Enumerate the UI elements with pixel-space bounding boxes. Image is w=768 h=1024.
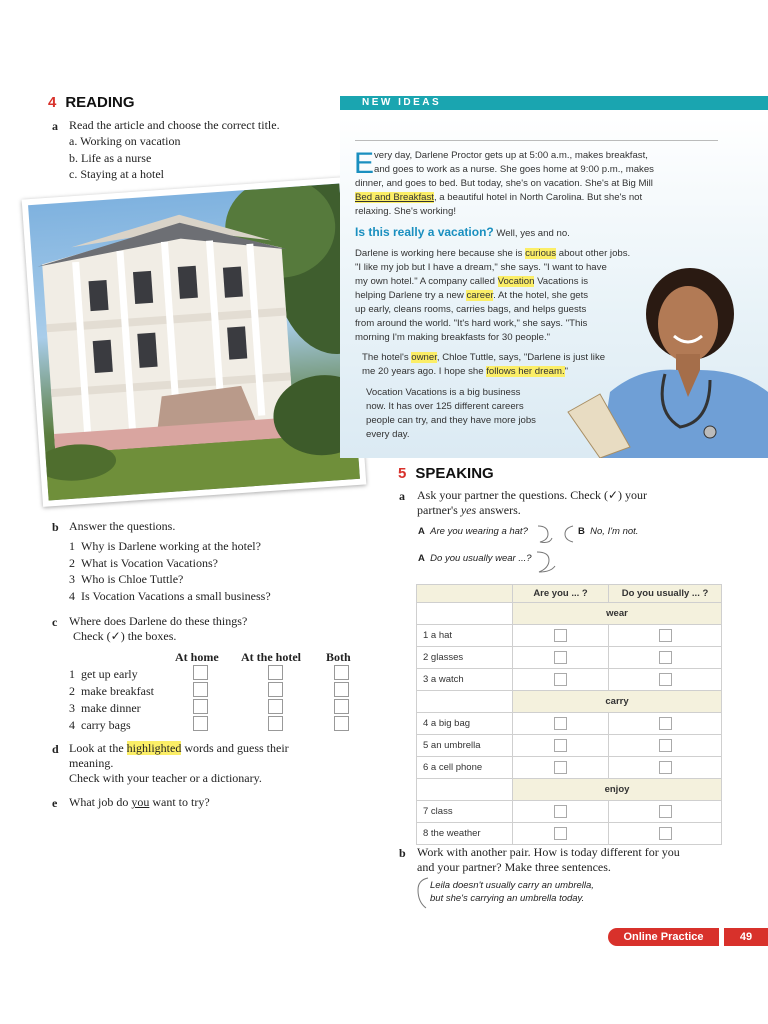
- list-item: 4 carry bags: [69, 718, 131, 732]
- list-item: 1 Why is Darlene working at the hotel?: [69, 539, 261, 553]
- checkbox-hotel-2[interactable]: [268, 682, 283, 697]
- drop-cap: E: [354, 147, 375, 180]
- column-header-at-hotel: At the hotel: [241, 650, 301, 664]
- page-number: 49: [724, 928, 768, 946]
- question-c-line2: Check (✓) the boxes.: [73, 629, 177, 643]
- online-practice-button[interactable]: Online Practice: [608, 928, 719, 946]
- table-row: 4 a big bag: [417, 713, 722, 735]
- category-row: wear: [513, 603, 722, 625]
- article-p1-line1: very day, Darlene Proctor gets up at 5:00 a.m., makes breakfast,: [374, 150, 648, 161]
- checkbox[interactable]: [659, 761, 672, 774]
- question-d-text: Look at the highlighted words and guess their meaning. Check with your teacher or a dictionary.: [69, 741, 289, 785]
- checkbox-hotel-3[interactable]: [268, 699, 283, 714]
- checkbox[interactable]: [554, 805, 567, 818]
- section-title: READING: [65, 94, 135, 111]
- checkbox[interactable]: [659, 673, 672, 686]
- question-e-text: What job do you want to try?: [69, 795, 210, 809]
- question-letter: b: [399, 846, 406, 860]
- checkbox-hotel-1[interactable]: [268, 665, 283, 680]
- article-p1-line4: Bed and Breakfast, a beautiful hotel in North Carolina. But she's not: [355, 192, 643, 203]
- checkbox[interactable]: [554, 629, 567, 642]
- table-row: 7 class: [417, 801, 722, 823]
- hotel-photo: [22, 177, 367, 507]
- speaking-a-instruction: Ask your partner the questions. Check (✓) your partner's yes answers.: [417, 488, 648, 517]
- example-line-3: A Do you usually wear ...?: [418, 553, 532, 564]
- checkbox[interactable]: [659, 651, 672, 664]
- list-item: 3 Who is Chloe Tuttle?: [69, 572, 184, 586]
- checkbox-both-2[interactable]: [334, 682, 349, 697]
- table-row: 6 a cell phone: [417, 757, 722, 779]
- speech-bubble-tail-icon: [536, 524, 566, 548]
- list-item: 4 Is Vocation Vacations a small business?: [69, 588, 271, 603]
- checkbox-home-2[interactable]: [193, 682, 208, 697]
- hotel-illustration: [28, 183, 360, 500]
- question-b-instruction: Answer the questions.: [69, 519, 176, 533]
- category-row: enjoy: [513, 779, 722, 801]
- list-item: 1 get up early: [69, 667, 138, 681]
- checkbox[interactable]: [659, 629, 672, 642]
- question-letter: b: [52, 520, 59, 534]
- highlighted-word: highlighted: [126, 741, 182, 755]
- title-options: [69, 133, 180, 183]
- checkbox[interactable]: [554, 739, 567, 752]
- divider: [355, 140, 718, 141]
- question-letter: c: [52, 615, 58, 629]
- checkbox-home-1[interactable]: [193, 665, 208, 680]
- checkbox[interactable]: [659, 805, 672, 818]
- list-item: 2 make breakfast: [69, 684, 154, 698]
- checkbox-home-4[interactable]: [193, 716, 208, 731]
- article-p4: Vocation Vacations is a big business now. It has over 125 different careers people can try, and they have more jobs every day.: [366, 387, 536, 440]
- activity-rows: [69, 666, 154, 734]
- example-line-2: B No, I'm not.: [578, 526, 639, 537]
- checkbox[interactable]: [554, 717, 567, 730]
- speech-bubble-tail-icon: [563, 524, 577, 548]
- speech-bubble-tail-icon: [414, 876, 430, 912]
- question-a-instruction: Read the article and choose the correct title.: [69, 118, 280, 132]
- table-header: Do you usually ... ?: [609, 585, 722, 603]
- table-row: 2 glasses: [417, 647, 722, 669]
- checkbox[interactable]: [554, 827, 567, 840]
- speech-bubble-tail-icon: [535, 550, 561, 576]
- checkbox[interactable]: [659, 827, 672, 840]
- article-p3: The hotel's owner, Chloe Tuttle, says, "Darlene is just like me 20 years ago. I hope she follows her dream.": [362, 352, 606, 377]
- question-letter: d: [52, 742, 59, 756]
- option-c: c. Staying at a hotel: [69, 167, 164, 181]
- question-c-line1: Where does Darlene do these things?: [69, 614, 248, 628]
- checkbox-both-3[interactable]: [334, 699, 349, 714]
- option-a: a. Working on vacation: [69, 134, 181, 148]
- checkbox[interactable]: [659, 717, 672, 730]
- speaking-heading: [398, 465, 494, 483]
- table-row: 5 an umbrella: [417, 735, 722, 757]
- category-row: carry: [513, 691, 722, 713]
- article-subheading: Is this really a vacation? Well, yes and no.: [355, 225, 570, 239]
- table-row: 1 a hat: [417, 625, 722, 647]
- article-p2: Darlene is working here because she is curious about other jobs. "I like my job but I have a dream," she says. "I want to have my own hotel." A company called Vocation Vacations is helping Darlene try a new career. At the hotel, she gets up early, cleans rooms, carries bags, and helps guests from around the world. "It's hard work," she says. "This morning I'm making breakfasts for 30 people.": [355, 248, 631, 343]
- article-p1-line2: and goes to work as a nurse. She goes home at 9:00 p.m., makes: [374, 164, 654, 175]
- article-p1-line5: relaxing. She's working!: [355, 206, 457, 217]
- table-row: 3 a watch: [417, 669, 722, 691]
- example-line-1: A Are you wearing a hat?: [418, 526, 528, 537]
- checkbox-both-1[interactable]: [334, 665, 349, 680]
- list-item: 2 What is Vocation Vacations?: [69, 555, 218, 570]
- column-header-at-home: At home: [175, 650, 219, 664]
- checkbox[interactable]: [554, 761, 567, 774]
- checkbox[interactable]: [659, 739, 672, 752]
- new-ideas-banner: NEW IDEAS: [340, 96, 768, 110]
- checkbox-hotel-4[interactable]: [268, 716, 283, 731]
- section-title: SPEAKING: [415, 465, 494, 482]
- section-number: 5: [398, 465, 407, 482]
- table-header: Are you ... ?: [513, 585, 609, 603]
- question-letter: e: [52, 796, 58, 810]
- option-b: b. Life as a nurse: [69, 150, 152, 165]
- section-number: 4: [48, 94, 57, 111]
- question-letter: a: [399, 489, 405, 503]
- checkbox[interactable]: [554, 651, 567, 664]
- article-p1-line3: dinner, and goes to bed. But today, she's on vacation. She's at Big Mill: [355, 178, 653, 189]
- example-sentence: Leila doesn't usually carry an umbrella, but she's carrying an umbrella today.: [430, 880, 594, 904]
- checkbox[interactable]: [554, 673, 567, 686]
- nurse-photo: [560, 262, 768, 458]
- reading-heading: [48, 94, 135, 112]
- speaking-table: [416, 584, 722, 845]
- speaking-b-instruction: Work with another pair. How is today different for you and your partner? Make three sentences.: [417, 845, 680, 874]
- list-item: 3 make dinner: [69, 701, 141, 715]
- checkbox-both-4[interactable]: [334, 716, 349, 731]
- comprehension-questions: [69, 538, 271, 604]
- table-header: [417, 585, 513, 603]
- question-letter: a: [52, 119, 58, 133]
- checkbox-home-3[interactable]: [193, 699, 208, 714]
- table-row: 8 the weather: [417, 823, 722, 845]
- column-header-both: Both: [326, 650, 351, 664]
